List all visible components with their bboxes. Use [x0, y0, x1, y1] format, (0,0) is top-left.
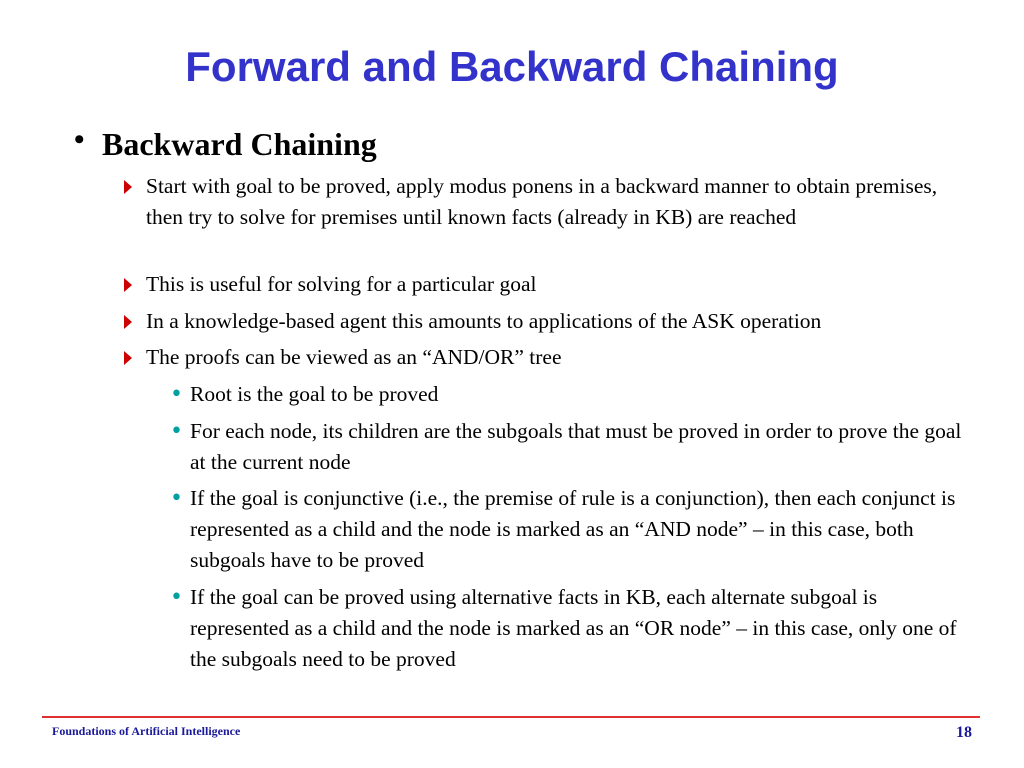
list-item [146, 171, 966, 233]
list-item-text: Start with goal to be proved, apply modus ponens in a backward manner to obtain premises, then try to solve for premises until known facts (already in KB) are reached [146, 174, 938, 229]
sub-list-item [170, 416, 970, 478]
dot-bullet-icon: • [170, 382, 183, 407]
sub-list-item-text: For each node, its children are the subgoals that must be proved in order to prove the goal at the current node [190, 419, 962, 474]
list-item [146, 269, 966, 300]
section-heading: Backward Chaining [102, 126, 377, 162]
sub-list-item [170, 379, 970, 410]
sub-list-item-text: If the goal can be proved using alternative facts in KB, each alternate subgoal is represented as a child and the node is marked as an “OR node” – in this case, only one of the subgoals need to be proved [190, 585, 957, 671]
list-item-text: In a knowledge-based agent this amounts to applications of the ASK operation [146, 309, 822, 333]
dot-bullet-icon: • [170, 585, 183, 610]
sub-list-item [170, 483, 970, 576]
sub-list-item-text: If the goal is conjunctive (i.e., the premise of rule is a conjunction), then each conjunct is represented as a child and the node is marked as an “AND node” – in this case, both subgoals have to be proved [190, 486, 956, 572]
arrow-bullet-icon [124, 351, 132, 365]
arrow-bullet-icon [124, 278, 132, 292]
list-item-text: The proofs can be viewed as an “AND/OR” tree [146, 345, 562, 369]
dot-bullet-icon: • [170, 486, 183, 511]
footer-course-title: Foundations of Artificial Intelligence [52, 724, 241, 738]
round-bullet-icon: • [74, 123, 85, 156]
arrow-bullet-icon [124, 315, 132, 329]
sub-list-item-text: Root is the goal to be proved [190, 382, 439, 406]
sub-list-item [170, 582, 970, 675]
footer-divider [42, 716, 980, 718]
list-item-text: This is useful for solving for a particular goal [146, 272, 537, 296]
arrow-bullet-icon [124, 180, 132, 194]
page-number: 18 [956, 724, 972, 741]
list-item [146, 306, 966, 337]
dot-bullet-icon: • [170, 419, 183, 444]
slide-title: Forward and Backward Chaining [185, 43, 839, 90]
list-item [146, 342, 966, 373]
